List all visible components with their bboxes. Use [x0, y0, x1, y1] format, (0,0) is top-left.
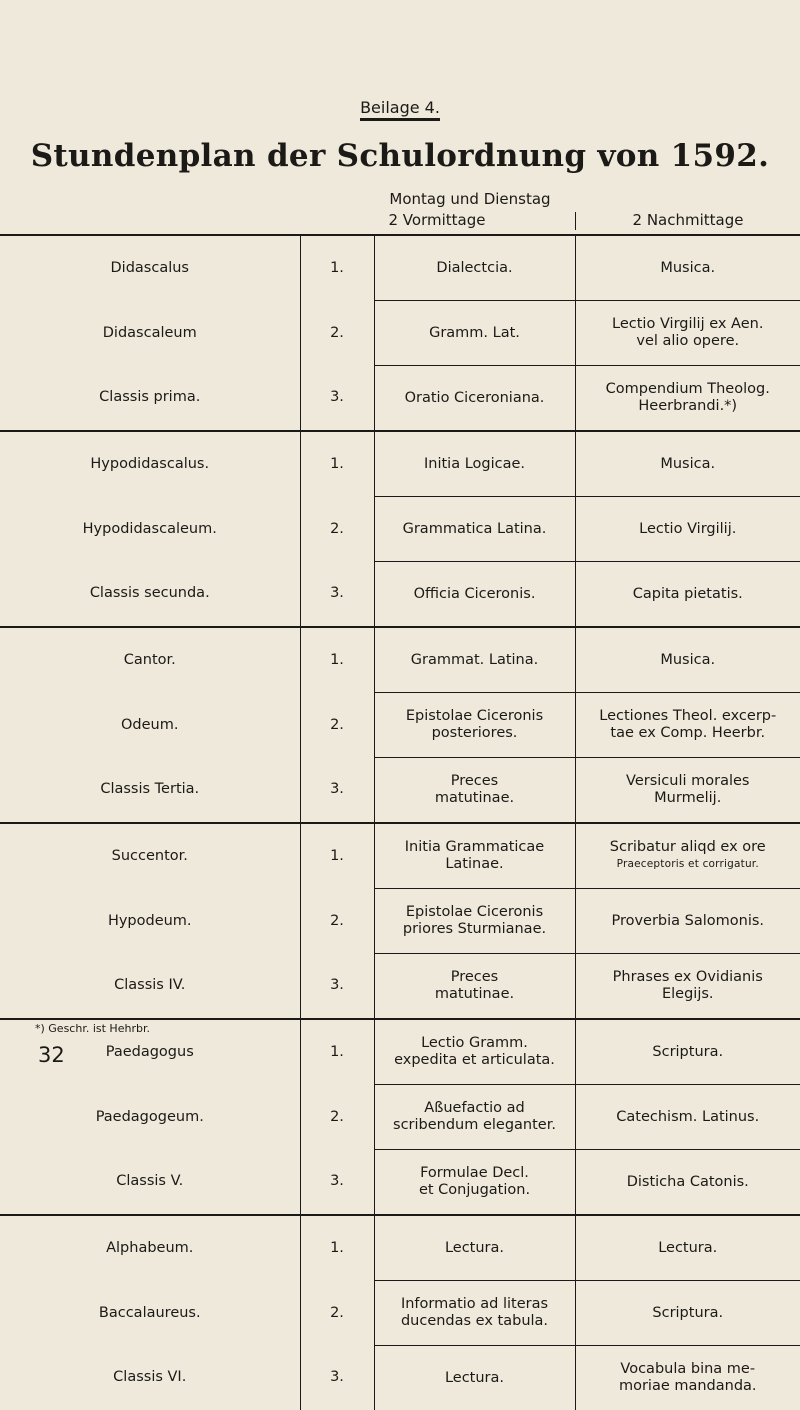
- afternoon-lesson-text: Scribatur aliqd ex ore: [576, 839, 800, 856]
- period-number-text: 2.: [301, 1305, 374, 1322]
- period-number-text: 3.: [301, 389, 374, 406]
- role-cell-text: Didascaleum: [0, 325, 300, 342]
- morning-lesson-text: Preces matutinae.: [375, 773, 575, 807]
- morning-lesson-text: Initia Grammaticae Latinae.: [375, 839, 575, 873]
- morning-lesson: [374, 235, 575, 301]
- period-number-text: 1.: [301, 652, 374, 669]
- morning-lesson-text: Initia Logicae.: [375, 456, 575, 473]
- table-row: [0, 758, 800, 824]
- table-row: [0, 1085, 800, 1150]
- period-number-text: 1.: [301, 1240, 374, 1257]
- table-row: [0, 301, 800, 366]
- period-number-text: 1.: [301, 1044, 374, 1061]
- morning-lesson: [374, 823, 575, 889]
- period-number: [300, 1085, 374, 1150]
- table-row: [0, 1150, 800, 1216]
- period-number-text: 2.: [301, 521, 374, 538]
- afternoon-lesson-text: Lectio Virgilij ex Aen. vel alio opere.: [576, 316, 800, 350]
- morning-lesson-text: Epistolae Ciceronis posteriores.: [375, 708, 575, 742]
- afternoon-lesson-text: Phrases ex Ovidianis Elegijs.: [576, 969, 800, 1003]
- morning-lesson-text: Lectura.: [375, 1240, 575, 1257]
- role-cell-text: Classis VI.: [0, 1369, 300, 1386]
- role-cell-text: Baccalaureus.: [0, 1305, 300, 1322]
- afternoon-lesson-text: Musica.: [576, 260, 800, 277]
- appendix-label-text: Beilage 4.: [360, 98, 440, 121]
- afternoon-lesson-text: Compendium Theolog. Heerbrandi.*): [576, 381, 800, 415]
- afternoon-lesson-text: Capita pietatis.: [576, 586, 800, 603]
- period-number-text: 3.: [301, 977, 374, 994]
- period-number: [300, 497, 374, 562]
- morning-lesson: [374, 1150, 575, 1216]
- appendix-label: [0, 98, 800, 117]
- role-cell: [0, 693, 300, 758]
- period-number-text: 1.: [301, 260, 374, 277]
- afternoon-lesson-text: Scriptura.: [576, 1044, 800, 1061]
- table-row: [0, 1215, 800, 1281]
- period-number: [300, 627, 374, 693]
- table-row: [0, 627, 800, 693]
- role-cell: [0, 954, 300, 1020]
- period-number-text: 3.: [301, 1173, 374, 1190]
- footnote: *) Geschr. ist Hehrbr.: [35, 1022, 150, 1035]
- period-number-text: 2.: [301, 913, 374, 930]
- role-cell-text: Paedagogus: [0, 1044, 300, 1061]
- role-cell: [0, 497, 300, 562]
- days-heading: Montag und Dienstag: [330, 190, 610, 208]
- afternoon-lesson-text: Versiculi morales Murmelij.: [576, 773, 800, 807]
- role-cell-text: Hypodidascaleum.: [0, 521, 300, 538]
- afternoon-lesson-note: Praeceptoris et corrigatur.: [576, 856, 800, 873]
- period-number-text: 1.: [301, 456, 374, 473]
- morning-lesson-text: Epistolae Ciceronis priores Sturmianae.: [375, 904, 575, 938]
- period-number-text: 3.: [301, 585, 374, 602]
- role-cell: [0, 627, 300, 693]
- role-cell-text: Cantor.: [0, 652, 300, 669]
- role-cell: [0, 562, 300, 628]
- period-number-text: 2.: [301, 1109, 374, 1126]
- period-number-text: 2.: [301, 325, 374, 342]
- period-number-text: 2.: [301, 717, 374, 734]
- morning-lesson-text: Officia Ciceronis.: [375, 586, 575, 603]
- afternoon-lesson-text: Lectio Virgilij.: [576, 521, 800, 538]
- table-row: [0, 1281, 800, 1346]
- afternoon-lesson: [575, 627, 800, 693]
- period-number-text: 3.: [301, 1369, 374, 1386]
- morning-lesson: [374, 1281, 575, 1346]
- afternoon-lesson: [575, 301, 800, 366]
- afternoon-lesson: [575, 693, 800, 758]
- period-number-text: 3.: [301, 781, 374, 798]
- afternoon-lesson: [575, 1085, 800, 1150]
- role-cell-text: Didascalus: [0, 260, 300, 277]
- afternoon-lesson: [575, 1019, 800, 1085]
- period-number: [300, 823, 374, 889]
- role-cell-text: Hypodidascalus.: [0, 456, 300, 473]
- page-number: 32: [38, 1043, 65, 1067]
- role-cell: [0, 1150, 300, 1216]
- afternoon-lesson-text: Lectura.: [576, 1240, 800, 1257]
- role-cell: [0, 1085, 300, 1150]
- afternoon-lesson: [575, 1346, 800, 1410]
- period-number: [300, 235, 374, 301]
- morning-lesson: [374, 954, 575, 1020]
- period-number: [300, 954, 374, 1020]
- morning-lesson: [374, 758, 575, 824]
- morning-lesson-text: Lectio Gramm. expedita et articulata.: [375, 1035, 575, 1069]
- table-row: [0, 366, 800, 432]
- table-row: [0, 562, 800, 628]
- page-title: Stundenplan der Schulordnung von 1592.: [0, 138, 800, 174]
- role-cell-text: Classis secunda.: [0, 585, 300, 602]
- morning-lesson: [374, 627, 575, 693]
- morning-lesson: [374, 301, 575, 366]
- role-cell: [0, 1346, 300, 1410]
- morning-lesson-text: Dialectcia.: [375, 260, 575, 277]
- table-row: [0, 889, 800, 954]
- afternoon-lesson: [575, 497, 800, 562]
- afternoon-lesson: [575, 758, 800, 824]
- morning-lesson-text: Grammat. Latina.: [375, 652, 575, 669]
- role-cell-text: Classis V.: [0, 1173, 300, 1190]
- morning-lesson-text: Aßuefactio ad scribendum eleganter.: [375, 1100, 575, 1134]
- morning-lesson-text: Formulae Decl. et Conjugation.: [375, 1165, 575, 1199]
- role-cell: [0, 301, 300, 366]
- role-cell-text: Hypodeum.: [0, 913, 300, 930]
- morning-lesson: [374, 693, 575, 758]
- afternoon-lesson: [575, 1281, 800, 1346]
- role-cell-text: Classis prima.: [0, 389, 300, 406]
- role-cell: [0, 889, 300, 954]
- period-number: [300, 1019, 374, 1085]
- morning-lesson: [374, 1346, 575, 1410]
- role-cell: [0, 1215, 300, 1281]
- table-row: [0, 1346, 800, 1410]
- period-number: [300, 758, 374, 824]
- morning-lesson: [374, 1215, 575, 1281]
- period-number: [300, 889, 374, 954]
- morning-lesson: [374, 562, 575, 628]
- afternoon-heading: 2 Nachmittage: [576, 211, 800, 229]
- morning-lesson-text: Informatio ad literas ducendas ex tabula.: [375, 1296, 575, 1330]
- period-number: [300, 301, 374, 366]
- morning-lesson: [374, 497, 575, 562]
- afternoon-lesson: [575, 366, 800, 432]
- table-row: [0, 497, 800, 562]
- schedule-body: [0, 235, 800, 1410]
- period-number: [300, 1281, 374, 1346]
- afternoon-lesson-text: Vocabula bina me- moriae mandanda.: [576, 1361, 800, 1395]
- morning-lesson: [374, 366, 575, 432]
- role-cell-text: Paedagogeum.: [0, 1109, 300, 1126]
- period-number-text: 1.: [301, 848, 374, 865]
- morning-lesson-text: Gramm. Lat.: [375, 325, 575, 342]
- period-number: [300, 366, 374, 432]
- role-cell: [0, 366, 300, 432]
- afternoon-lesson: [575, 235, 800, 301]
- role-cell-text: Odeum.: [0, 717, 300, 734]
- afternoon-lesson: [575, 823, 800, 889]
- morning-heading: 2 Vormittage: [300, 211, 574, 229]
- afternoon-lesson-text: Musica.: [576, 456, 800, 473]
- morning-lesson-text: Lectura.: [375, 1370, 575, 1387]
- afternoon-lesson-text: Proverbia Salomonis.: [576, 913, 800, 930]
- afternoon-lesson-text: Catechism. Latinus.: [576, 1109, 800, 1126]
- role-cell-text: Classis Tertia.: [0, 781, 300, 798]
- table-row: [0, 954, 800, 1020]
- afternoon-lesson: [575, 562, 800, 628]
- afternoon-lesson: [575, 954, 800, 1020]
- afternoon-lesson-text: Scriptura.: [576, 1305, 800, 1322]
- role-cell: [0, 431, 300, 497]
- table-row: [0, 693, 800, 758]
- role-cell-text: Classis IV.: [0, 977, 300, 994]
- afternoon-lesson: [575, 889, 800, 954]
- role-cell: [0, 1281, 300, 1346]
- schedule-table: [0, 234, 800, 1410]
- period-number: [300, 1346, 374, 1410]
- role-cell: [0, 235, 300, 301]
- afternoon-lesson-text: Disticha Catonis.: [576, 1174, 800, 1191]
- afternoon-lesson: [575, 1150, 800, 1216]
- morning-lesson: [374, 1019, 575, 1085]
- afternoon-lesson: [575, 431, 800, 497]
- morning-lesson: [374, 889, 575, 954]
- role-cell: [0, 758, 300, 824]
- afternoon-lesson-text: Musica.: [576, 652, 800, 669]
- period-number: [300, 562, 374, 628]
- period-number: [300, 1150, 374, 1216]
- table-row: [0, 431, 800, 497]
- role-cell-text: Succentor.: [0, 848, 300, 865]
- period-number: [300, 1215, 374, 1281]
- role-cell-text: Alphabeum.: [0, 1240, 300, 1257]
- period-number: [300, 431, 374, 497]
- morning-lesson-text: Oratio Ciceroniana.: [375, 390, 575, 407]
- table-row: [0, 235, 800, 301]
- morning-lesson-text: Preces matutinae.: [375, 969, 575, 1003]
- table-row: [0, 823, 800, 889]
- afternoon-lesson-text: Lectiones Theol. excerp- tae ex Comp. Heerbr.: [576, 708, 800, 742]
- morning-lesson: [374, 1085, 575, 1150]
- period-number: [300, 693, 374, 758]
- morning-lesson-text: Grammatica Latina.: [375, 521, 575, 538]
- afternoon-lesson: [575, 1215, 800, 1281]
- role-cell: [0, 823, 300, 889]
- morning-lesson: [374, 431, 575, 497]
